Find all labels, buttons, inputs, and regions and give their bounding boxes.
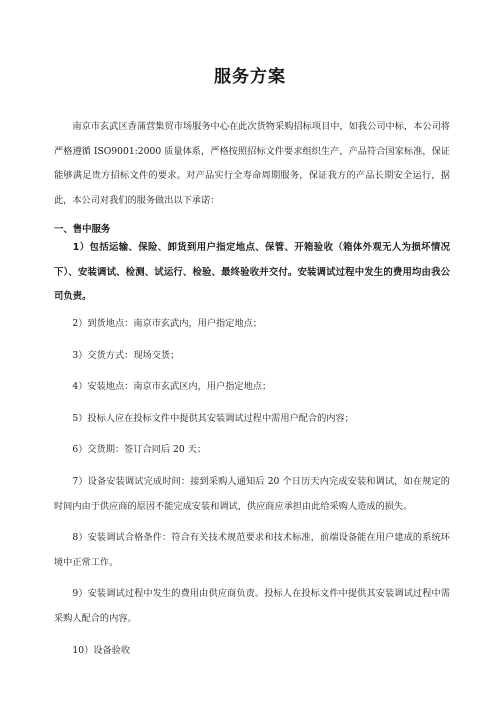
item-9-paragraph: 9）安装调试过程中发生的费用由供应商负责。投标人在投标文件中提供其安装调试过程中需采购人配合的内容。 [54, 588, 450, 624]
item-5-paragraph: 5）投标人应在投标文件中提供其安装调试过程中需用户配合的内容； [72, 412, 354, 424]
item-2-paragraph: 2）到货地点：南京市玄武内，用户指定地点； [72, 318, 262, 329]
intro-section [54, 115, 450, 213]
item-8-paragraph: 8）安装调试合格条件：符合有关技术规范要求和技术标准，前端设备能在用户建成的系统环境中正常工作。 [54, 532, 450, 568]
section-heading-after-sales: 一、售中服务 [54, 224, 111, 235]
service-items-list [54, 312, 450, 663]
document-title: 服务方案 [214, 67, 286, 87]
item-4-paragraph: 4）安装地点：南京市玄武区内，用户指定地点； [72, 381, 272, 393]
item-7-paragraph: 7）设备安装调试完成时间：接到采购人通知后 20 个日历天内完成安装和调试，如在规定的时间内由于供应商的原因不能完成安装和调试，供应商应承担由此给采购人造成的损失。 [54, 475, 450, 512]
item-3-paragraph: 3）交货方式：现场交货； [72, 349, 180, 361]
item-10-paragraph: 10）设备验收 [72, 644, 131, 656]
item-1-paragraph: 1）包括运输、保险、卸货到用户指定地点、保管、开箱验收（箱体外观无人为损坏情况下）、安装调试、检测、试运行、检验、最终验收并交付。安装调试过程中发生的费用均由我公司负责。 [54, 242, 450, 303]
intro-paragraph: 南京市玄武区香蒲营集贸市场服务中心在此次货物采购招标项目中，如我公司中标，本公司将严格遵循 ISO9001:2000 质量体系，严格按照招标文件要求组织生产，产品符合国家标准，保证能够满足贵方招标文件的要求。对产品实行全寿命周期服务，保证我方的产品长期安全运行，据此，本公司对我们的服务做出以下承诺： [54, 121, 450, 206]
item-6-paragraph: 6）交货期：签订合同后 20 天； [72, 444, 207, 456]
